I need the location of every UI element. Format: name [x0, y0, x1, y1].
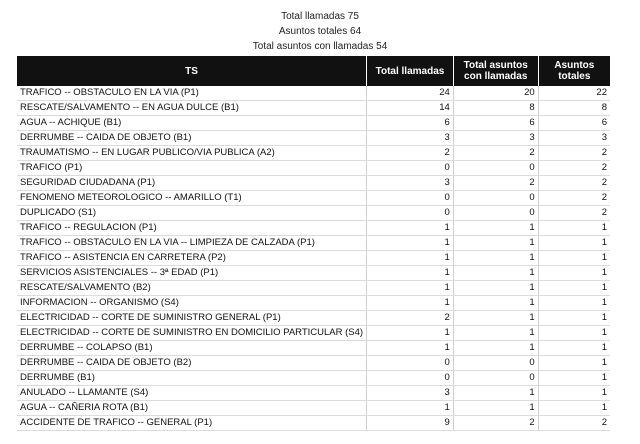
table-row: [17, 341, 610, 356]
total-asuntos-con-llamadas-line: Total asuntos con llamadas 54: [252, 41, 388, 52]
table-row: [17, 326, 610, 341]
table-row: [17, 371, 610, 386]
cell-total-llamadas: 24: [367, 86, 454, 101]
table-row: [17, 401, 610, 416]
cell-asuntos-totales: 2: [538, 176, 610, 191]
cell-total-asuntos-con-llamadas: 1: [453, 401, 538, 416]
cell-total-asuntos-con-llamadas: 1: [453, 236, 538, 251]
table-row: [17, 416, 610, 431]
cell-ts: DERRUMBE -- CAIDA DE OBJETO (B1): [17, 131, 367, 146]
cell-asuntos-totales: 2: [538, 191, 610, 206]
cell-ts: TRAFICO -- OBSTACULO EN LA VIA -- LIMPIEZA DE CALZADA (P1): [17, 236, 367, 251]
cell-total-asuntos-con-llamadas: 2: [453, 146, 538, 161]
cell-total-asuntos-con-llamadas: 1: [453, 266, 538, 281]
table-row: [17, 296, 610, 311]
table-row: [17, 116, 610, 131]
cell-total-asuntos-con-llamadas: 2: [453, 176, 538, 191]
cell-total-asuntos-con-llamadas: 20: [453, 86, 538, 101]
cell-total-asuntos-con-llamadas: 0: [453, 356, 538, 371]
cell-ts: DERRUMBE -- CAIDA DE OBJETO (B2): [17, 356, 367, 371]
table-header: [17, 56, 610, 86]
cell-asuntos-totales: 1: [538, 401, 610, 416]
cell-total-llamadas: 1: [367, 221, 454, 236]
cell-total-llamadas: 3: [367, 386, 454, 401]
table-row: [17, 266, 610, 281]
cell-total-llamadas: 6: [367, 116, 454, 131]
cell-total-asuntos-con-llamadas: 1: [453, 341, 538, 356]
cell-asuntos-totales: 1: [538, 236, 610, 251]
cell-total-llamadas: 3: [367, 131, 454, 146]
table-row: [17, 176, 610, 191]
table-row: [17, 146, 610, 161]
cell-asuntos-totales: 22: [538, 86, 610, 101]
cell-ts: DERRUMBE -- COLAPSO (B1): [17, 341, 367, 356]
cell-ts: AGUA -- ACHIQUE (B1): [17, 116, 367, 131]
cell-total-llamadas: 0: [367, 206, 454, 221]
table-row: [17, 386, 610, 401]
cell-total-llamadas: 1: [367, 266, 454, 281]
cell-total-asuntos-con-llamadas: 3: [453, 131, 538, 146]
table-row: [17, 251, 610, 266]
cell-total-asuntos-con-llamadas: 0: [453, 161, 538, 176]
cell-ts: TRAFICO -- REGULACION (P1): [17, 221, 367, 236]
summary-block: [0, 0, 640, 54]
cell-total-llamadas: 0: [367, 191, 454, 206]
cell-total-asuntos-con-llamadas: 1: [453, 221, 538, 236]
cell-ts: TRAFICO (P1): [17, 161, 367, 176]
cell-asuntos-totales: 1: [538, 326, 610, 341]
cell-ts: AGUA -- CAÑERIA ROTA (B1): [17, 401, 367, 416]
cell-ts: FENOMENO METEOROLOGICO -- AMARILLO (T1): [17, 191, 367, 206]
cell-total-llamadas: 0: [367, 356, 454, 371]
cell-total-llamadas: 2: [367, 146, 454, 161]
cell-asuntos-totales: 1: [538, 311, 610, 326]
cell-ts: RESCATE/SALVAMENTO -- EN AGUA DULCE (B1): [17, 101, 367, 116]
cell-asuntos-totales: 2: [538, 146, 610, 161]
cell-total-llamadas: 3: [367, 176, 454, 191]
cell-asuntos-totales: 1: [538, 266, 610, 281]
cell-total-asuntos-con-llamadas: 1: [453, 326, 538, 341]
cell-asuntos-totales: 3: [538, 131, 610, 146]
cell-ts: SEGURIDAD CIUDADANA (P1): [17, 176, 367, 191]
table-row: [17, 206, 610, 221]
cell-asuntos-totales: 1: [538, 356, 610, 371]
cell-asuntos-totales: 1: [538, 296, 610, 311]
report-table: [17, 56, 610, 431]
cell-ts: DERRUMBE (B1): [17, 371, 367, 386]
cell-ts: ACCIDENTE DE TRAFICO -- GENERAL (P1): [17, 416, 367, 431]
table-row: [17, 236, 610, 251]
cell-ts: INFORMACION -- ORGANISMO (S4): [17, 296, 367, 311]
cell-asuntos-totales: 2: [538, 206, 610, 221]
cell-asuntos-totales: 1: [538, 341, 610, 356]
total-llamadas-line: Total llamadas 75: [281, 11, 359, 22]
header-ts: TS: [17, 56, 367, 86]
cell-total-llamadas: 1: [367, 341, 454, 356]
cell-total-asuntos-con-llamadas: 1: [453, 251, 538, 266]
cell-total-llamadas: 14: [367, 101, 454, 116]
cell-ts: SERVICIOS ASISTENCIALES -- 3ª EDAD (P1): [17, 266, 367, 281]
cell-ts: TRAUMATISMO -- EN LUGAR PUBLICO/VIA PUBLICA (A2): [17, 146, 367, 161]
cell-asuntos-totales: 6: [538, 116, 610, 131]
cell-ts: TRAFICO -- ASISTENCIA EN CARRETERA (P2): [17, 251, 367, 266]
cell-asuntos-totales: 1: [538, 281, 610, 296]
table-row: [17, 356, 610, 371]
cell-total-asuntos-con-llamadas: 1: [453, 296, 538, 311]
cell-total-asuntos-con-llamadas: 1: [453, 281, 538, 296]
header-asuntos-totales: Asuntos totales: [538, 56, 610, 86]
table-row: [17, 161, 610, 176]
cell-asuntos-totales: 1: [538, 371, 610, 386]
cell-total-llamadas: 9: [367, 416, 454, 431]
cell-total-asuntos-con-llamadas: 0: [453, 206, 538, 221]
cell-asuntos-totales: 8: [538, 101, 610, 116]
cell-total-asuntos-con-llamadas: 1: [453, 311, 538, 326]
cell-total-asuntos-con-llamadas: 0: [453, 191, 538, 206]
cell-asuntos-totales: 1: [538, 386, 610, 401]
asuntos-totales-line: Asuntos totales 64: [278, 26, 362, 37]
header-row: [17, 56, 610, 86]
table-body: [17, 86, 610, 431]
table-row: [17, 131, 610, 146]
cell-total-llamadas: 2: [367, 311, 454, 326]
cell-ts: RESCATE/SALVAMENTO (B2): [17, 281, 367, 296]
cell-ts: ELECTRICIDAD -- CORTE DE SUMINISTRO EN DOMICILIO PARTICULAR (S4): [17, 326, 367, 341]
cell-total-llamadas: 1: [367, 401, 454, 416]
cell-ts: ANULADO -- LLAMANTE (S4): [17, 386, 367, 401]
cell-ts: ELECTRICIDAD -- CORTE DE SUMINISTRO GENERAL (P1): [17, 311, 367, 326]
cell-total-llamadas: 0: [367, 161, 454, 176]
cell-total-llamadas: 0: [367, 371, 454, 386]
cell-asuntos-totales: 1: [538, 221, 610, 236]
cell-ts: DUPLICADO (S1): [17, 206, 367, 221]
table-row: [17, 221, 610, 236]
cell-total-asuntos-con-llamadas: 0: [453, 371, 538, 386]
header-total-asuntos-con-llamadas: Total asuntos con llamadas: [453, 56, 538, 86]
header-total-llamadas: Total llamadas: [367, 56, 454, 86]
cell-total-llamadas: 1: [367, 251, 454, 266]
cell-total-asuntos-con-llamadas: 2: [453, 416, 538, 431]
cell-total-asuntos-con-llamadas: 6: [453, 116, 538, 131]
cell-ts: TRAFICO -- OBSTACULO EN LA VIA (P1): [17, 86, 367, 101]
cell-asuntos-totales: 2: [538, 416, 610, 431]
table-row: [17, 101, 610, 116]
cell-total-llamadas: 1: [367, 281, 454, 296]
cell-total-asuntos-con-llamadas: 8: [453, 101, 538, 116]
cell-total-llamadas: 1: [367, 296, 454, 311]
cell-asuntos-totales: 2: [538, 161, 610, 176]
table-row: [17, 86, 610, 101]
cell-total-asuntos-con-llamadas: 1: [453, 386, 538, 401]
cell-asuntos-totales: 1: [538, 251, 610, 266]
table-row: [17, 311, 610, 326]
table-row: [17, 281, 610, 296]
cell-total-llamadas: 1: [367, 326, 454, 341]
table-row: [17, 191, 610, 206]
cell-total-llamadas: 1: [367, 236, 454, 251]
